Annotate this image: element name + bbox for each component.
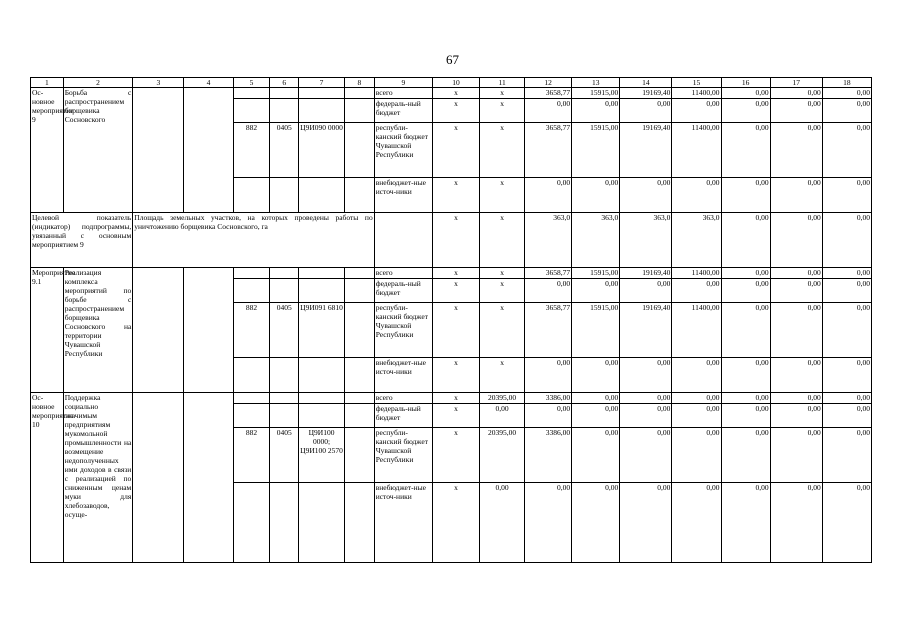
value-cell: 0,00 [822, 88, 871, 99]
budget-table [30, 77, 872, 563]
empty-cell [270, 268, 299, 279]
value-cell: 0,00 [822, 213, 871, 268]
value-cell: 0,00 [770, 358, 822, 393]
column-header: 2 [63, 78, 133, 88]
column-header: 12 [525, 78, 572, 88]
activity-type-cell: Мероприятие 9.1 [31, 268, 64, 393]
value-cell: 363,0 [525, 213, 572, 268]
funding-source-cell: федераль-ный бюджет [374, 99, 432, 123]
value-cell: 11400,00 [672, 123, 721, 178]
column-header: 17 [770, 78, 822, 88]
value-cell: 0,00 [721, 88, 770, 99]
value-cell: 0,00 [672, 99, 721, 123]
value-cell: 0,00 [672, 404, 721, 428]
value-cell: 11400,00 [672, 268, 721, 279]
value-cell: x [433, 404, 480, 428]
column-header: 3 [133, 78, 184, 88]
value-cell: x [433, 268, 480, 279]
value-cell: 363,0 [572, 213, 620, 268]
empty-cell [233, 268, 270, 279]
empty-cell [345, 178, 375, 213]
column-header: 15 [672, 78, 721, 88]
value-cell: 0,00 [620, 404, 672, 428]
empty-cell [270, 483, 299, 563]
column-header: 14 [620, 78, 672, 88]
table-row [31, 268, 872, 279]
value-cell: 15915,00 [572, 303, 620, 358]
value-cell: x [433, 393, 480, 404]
empty-cell [345, 393, 375, 404]
column-header: 13 [572, 78, 620, 88]
value-cell: 0,00 [721, 268, 770, 279]
funding-source-cell: республи-канский бюджет Чувашской Республики [374, 428, 432, 483]
code-cell: 0405 [270, 123, 299, 178]
value-cell: x [480, 279, 525, 303]
code-cell: 882 [233, 123, 270, 178]
empty-cell [270, 404, 299, 428]
code-cell: Ц9И090 0000 [299, 123, 345, 178]
column-header: 11 [480, 78, 525, 88]
funding-source-cell: всего [374, 268, 432, 279]
value-cell: 0,00 [620, 393, 672, 404]
value-cell: x [480, 123, 525, 178]
value-cell: 3658,77 [525, 88, 572, 99]
table-row [31, 88, 872, 99]
value-cell: 0,00 [770, 428, 822, 483]
target-label-cell: Целевой показатель (индикатор) подпрограммы, увязанный с основным мероприятием 9 [31, 213, 133, 268]
value-cell: 0,00 [822, 99, 871, 123]
funding-source-cell: внебюджет-ные источ-ники [374, 178, 432, 213]
header-row [31, 78, 872, 88]
value-cell: 0,00 [822, 428, 871, 483]
value-cell: 0,00 [620, 99, 672, 123]
empty-cell [233, 279, 270, 303]
value-cell: 0,00 [721, 99, 770, 123]
value-cell: 0,00 [770, 393, 822, 404]
value-cell: 0,00 [770, 303, 822, 358]
value-cell: 0,00 [480, 483, 525, 563]
code-cell: 0405 [270, 428, 299, 483]
column-header: 4 [184, 78, 233, 88]
value-cell: 11400,00 [672, 88, 721, 99]
empty-cell [233, 99, 270, 123]
value-cell: 0,00 [572, 178, 620, 213]
value-cell: 0,00 [770, 483, 822, 563]
column-header: 8 [345, 78, 375, 88]
column-header: 5 [233, 78, 270, 88]
value-cell: 0,00 [721, 123, 770, 178]
empty-cell [270, 358, 299, 393]
activity-type-cell: Ос-новное мероприятие 10 [31, 393, 64, 563]
empty-cell [299, 279, 345, 303]
value-cell: 0,00 [822, 303, 871, 358]
funding-source-cell: федераль-ный бюджет [374, 279, 432, 303]
column-header: 10 [433, 78, 480, 88]
value-cell: 0,00 [721, 213, 770, 268]
value-cell: 0,00 [620, 428, 672, 483]
value-cell: 0,00 [525, 178, 572, 213]
value-cell: x [433, 178, 480, 213]
value-cell: x [433, 213, 480, 268]
value-cell: 0,00 [572, 483, 620, 563]
code-cell: 0405 [270, 303, 299, 358]
value-cell: 0,00 [770, 178, 822, 213]
empty-cell [133, 393, 184, 563]
funding-source-cell: всего [374, 88, 432, 99]
empty-cell [233, 404, 270, 428]
value-cell: 0,00 [770, 268, 822, 279]
value-cell: 0,00 [822, 483, 871, 563]
empty-cell [233, 88, 270, 99]
column-header: 18 [822, 78, 871, 88]
value-cell: 0,00 [770, 404, 822, 428]
value-cell: 0,00 [770, 213, 822, 268]
funding-source-cell: федераль-ный бюджет [374, 404, 432, 428]
value-cell: x [480, 358, 525, 393]
value-cell: x [433, 358, 480, 393]
value-cell: 0,00 [525, 99, 572, 123]
value-cell: 0,00 [672, 358, 721, 393]
code-cell: Ц9И091 6810 [299, 303, 345, 358]
value-cell: 0,00 [572, 404, 620, 428]
empty-cell [270, 178, 299, 213]
value-cell: x [480, 88, 525, 99]
empty-cell [184, 88, 233, 213]
empty-cell [299, 483, 345, 563]
value-cell: 11400,00 [672, 303, 721, 358]
value-cell: x [433, 123, 480, 178]
value-cell: 0,00 [572, 279, 620, 303]
target-indicator-row [31, 213, 872, 268]
value-cell: 0,00 [672, 393, 721, 404]
value-cell: 0,00 [620, 279, 672, 303]
value-cell: 0,00 [620, 358, 672, 393]
empty-cell [345, 404, 375, 428]
value-cell: x [433, 428, 480, 483]
value-cell: 0,00 [770, 279, 822, 303]
value-cell: 3658,77 [525, 123, 572, 178]
value-cell: 0,00 [525, 404, 572, 428]
value-cell: 15915,00 [572, 88, 620, 99]
empty-cell [299, 178, 345, 213]
value-cell: x [480, 178, 525, 213]
empty-cell [233, 393, 270, 404]
value-cell: 0,00 [822, 358, 871, 393]
table-row [31, 393, 872, 404]
value-cell: x [480, 213, 525, 268]
empty-cell [133, 268, 184, 393]
activity-type-cell: Ос-новное мероприятие 9 [31, 88, 64, 213]
value-cell: 0,00 [721, 428, 770, 483]
column-header: 1 [31, 78, 64, 88]
value-cell: x [433, 303, 480, 358]
funding-source-cell: республи-канский бюджет Чувашской Республики [374, 123, 432, 178]
empty-cell [270, 279, 299, 303]
value-cell: 0,00 [620, 483, 672, 563]
value-cell: 0,00 [721, 303, 770, 358]
activity-name-cell: Поддержка социально значимым предприятиям мукомольной промышленности на возмещение недополученных ими доходов в связи с реализацией по сниженным ценам муки для хлебозаводов, осуще- [63, 393, 133, 563]
target-text-cell: Площадь земельных участков, на которых проведены работы по уничтожению борщевика Сосновского, га [133, 213, 374, 268]
value-cell: 0,00 [672, 178, 721, 213]
value-cell: 3386,00 [525, 428, 572, 483]
value-cell: 0,00 [572, 358, 620, 393]
value-cell: x [433, 88, 480, 99]
empty-cell [133, 88, 184, 213]
empty-cell [184, 393, 233, 563]
value-cell: 0,00 [672, 279, 721, 303]
empty-cell [270, 99, 299, 123]
empty-cell [299, 358, 345, 393]
empty-cell [299, 393, 345, 404]
value-cell: 19169,40 [620, 123, 672, 178]
value-cell: 0,00 [480, 404, 525, 428]
value-cell: 0,00 [525, 358, 572, 393]
value-cell: 0,00 [672, 428, 721, 483]
value-cell: 20395,00 [480, 428, 525, 483]
value-cell: 0,00 [770, 88, 822, 99]
value-cell: 363,0 [620, 213, 672, 268]
column-header: 7 [299, 78, 345, 88]
value-cell: 19169,40 [620, 268, 672, 279]
empty-cell [345, 303, 375, 358]
value-cell: 0,00 [721, 393, 770, 404]
value-cell: 0,00 [822, 393, 871, 404]
value-cell: 0,00 [525, 483, 572, 563]
value-cell: 0,00 [721, 279, 770, 303]
value-cell: 0,00 [620, 178, 672, 213]
code-cell: Ц9И100 0000; Ц9И100 2570 [299, 428, 345, 483]
value-cell: 3386,00 [525, 393, 572, 404]
column-header: 6 [270, 78, 299, 88]
value-cell: 363,0 [672, 213, 721, 268]
value-cell: 0,00 [572, 428, 620, 483]
activity-name-cell: Реализация комплекса мероприятий по борьбе с распространением борщевика Сосновского на территории Чувашской Республики [63, 268, 133, 393]
value-cell: 3658,77 [525, 303, 572, 358]
value-cell: x [433, 99, 480, 123]
value-cell: 15915,00 [572, 268, 620, 279]
value-cell: 15915,00 [572, 123, 620, 178]
empty-cell [233, 483, 270, 563]
empty-cell [345, 483, 375, 563]
column-header: 16 [721, 78, 770, 88]
funding-source-cell: всего [374, 393, 432, 404]
value-cell: 0,00 [572, 393, 620, 404]
funding-source-cell: внебюджет-ные источ-ники [374, 483, 432, 563]
value-cell: x [433, 483, 480, 563]
empty-cell [270, 88, 299, 99]
empty-cell [299, 404, 345, 428]
code-cell: 882 [233, 428, 270, 483]
empty-cell [345, 268, 375, 279]
value-cell: 0,00 [721, 404, 770, 428]
empty-cell [345, 99, 375, 123]
empty-cell [345, 279, 375, 303]
page-number: 67 [446, 52, 459, 67]
empty-cell [233, 178, 270, 213]
value-cell: 19169,40 [620, 88, 672, 99]
value-cell: 0,00 [822, 178, 871, 213]
value-cell: 3658,77 [525, 268, 572, 279]
value-cell: 0,00 [721, 358, 770, 393]
empty-cell [345, 88, 375, 99]
empty-cell [299, 88, 345, 99]
value-cell: 0,00 [822, 404, 871, 428]
value-cell: x [433, 279, 480, 303]
value-cell: 0,00 [721, 483, 770, 563]
code-cell: 882 [233, 303, 270, 358]
funding-source-cell: республи-канский бюджет Чувашской Республики [374, 303, 432, 358]
value-cell: 19169,40 [620, 303, 672, 358]
empty-cell [345, 358, 375, 393]
value-cell: 0,00 [822, 279, 871, 303]
value-cell: 0,00 [525, 279, 572, 303]
empty-cell [233, 358, 270, 393]
value-cell: 0,00 [822, 268, 871, 279]
value-cell: x [480, 268, 525, 279]
value-cell: 0,00 [770, 99, 822, 123]
value-cell: 20395,00 [480, 393, 525, 404]
empty-cell [184, 268, 233, 393]
value-cell: 0,00 [721, 178, 770, 213]
value-cell: x [480, 99, 525, 123]
empty-cell [299, 268, 345, 279]
value-cell: x [480, 303, 525, 358]
funding-source-cell: внебюджет-ные источ-ники [374, 358, 432, 393]
value-cell: 0,00 [770, 123, 822, 178]
empty-cell [345, 428, 375, 483]
activity-name-cell: Борьба с распространением борщевика Сосновского [63, 88, 133, 213]
column-header: 9 [374, 78, 432, 88]
value-cell: 0,00 [672, 483, 721, 563]
empty-cell [345, 123, 375, 178]
value-cell: 0,00 [572, 99, 620, 123]
value-cell: 0,00 [822, 123, 871, 178]
empty-cell [374, 213, 432, 268]
empty-cell [270, 393, 299, 404]
empty-cell [299, 99, 345, 123]
